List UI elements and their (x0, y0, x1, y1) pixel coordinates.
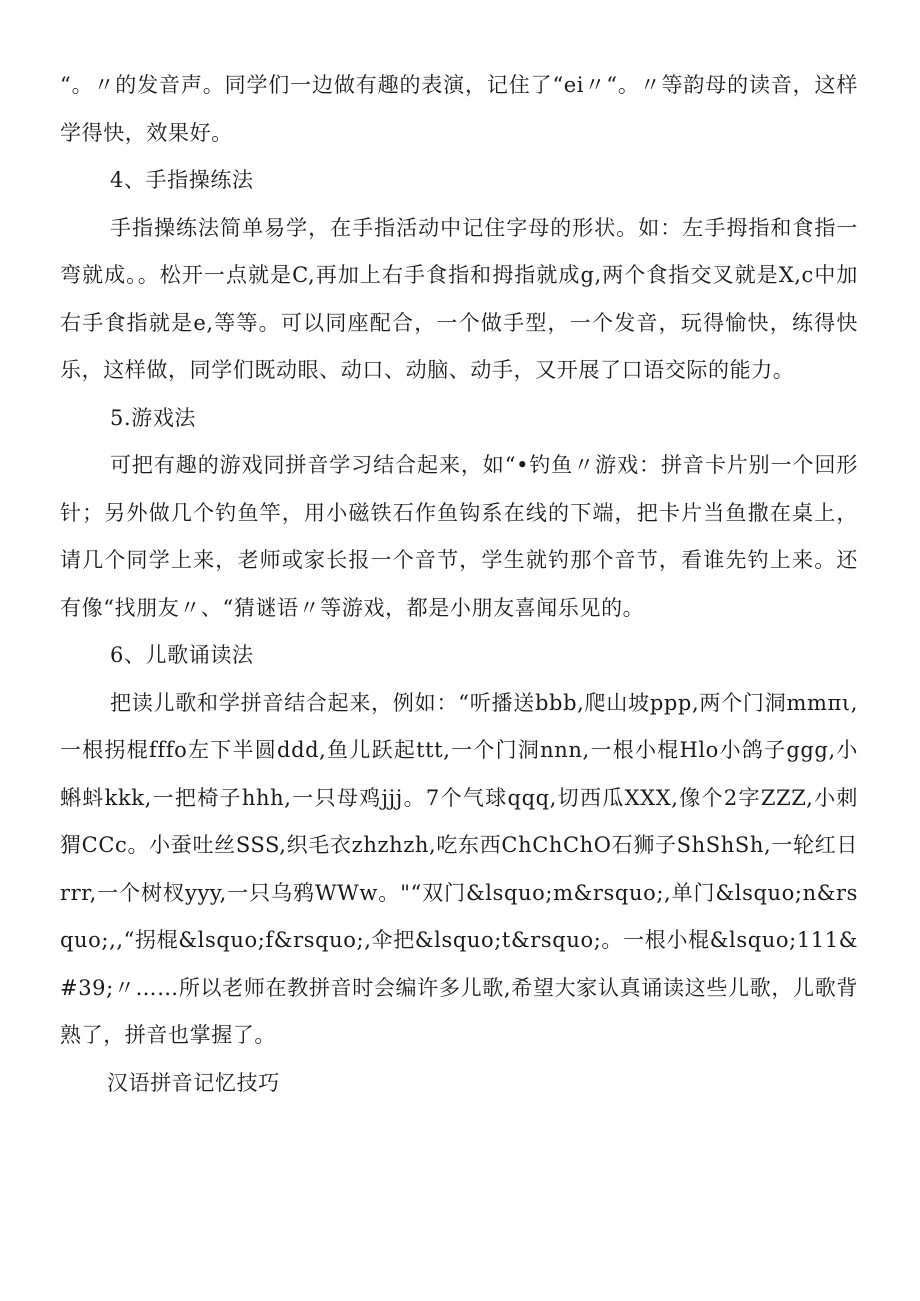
document-page (60, 62, 858, 1107)
next-section-title: 汉语拼音记忆技巧 (107, 1070, 280, 1095)
paragraph-game-method: 可把有趣的游戏同拼音学习结合起来，如“•钓鱼〃游戏：拼音卡片别一个回形针；另外做几个钓鱼竿，用小磁铁石作鱼钩系在线的下端，把卡片当鱼撒在桌上，请几个同学上来，老师或家长报一个音节，学生就钓那个音节，看谁先钓上来。还有像“找朋友〃、“猜谜语〃等游戏，都是小朋友喜闻乐见的。 (60, 453, 858, 620)
section-heading-6: 6、儿歌诵读法 (110, 643, 254, 667)
section-heading-4: 4、手指操练法 (110, 168, 254, 192)
paragraph-finger-exercise: 手指操练法简单易学，在手指活动中记住字母的形状。如：左手拇指和食指一弯就成。。松开一点就是C,再加上右手食指和拇指就成g,两个食指交叉就是X,c中加右手食指就是e,等等。可以同座配合，一个做手型，一个发音，玩得愉快，练得快乐，这样做，同学们既动眼、动口、动脑、动手，又开展了口语交际的能力。 (60, 215, 858, 382)
paragraph-nursery-rhyme: 把读儿歌和学拼音结合起来，例如：“听播送bbb,爬山坡ppp,两个门洞mmπι,一根拐棍fffo左下半圆ddd,鱼儿跃起ttt,一个门洞nnn,一根小棍Hlo小鸽子ggg,小蝌蚪kkk,一把椅子hhh,一只母鸡jjj。7个气球qqq,切西瓜XXX,像个2字ZZZ,小刺猬CCc。小蚕吐丝SSS,织毛衣zhzhzh,吃东西ChChChO石狮子ShShSh,一轮红日rrr,一个树杈yyy,一只乌鸦WWw。"“双门&lsquo;m&rsquo;,单门&lsquo;n&rsquo;,,“拐棍&lsquo;f&rsquo;,伞把&lsquo;t&rsquo;。一根小棍&lsquo;111&#39;〃……所以老师在教拼音时会编许多儿歌,希望大家认真诵读这些儿歌，儿歌背熟了，拼音也掌握了。 (60, 690, 858, 1047)
paragraph-continuation: “。〃的发音声。同学们一边做有趣的表演，记住了“ei〃“。〃等韵母的读音，这样学得快，效果好。 (60, 73, 858, 145)
section-heading-5: 5.游戏法 (110, 405, 197, 430)
